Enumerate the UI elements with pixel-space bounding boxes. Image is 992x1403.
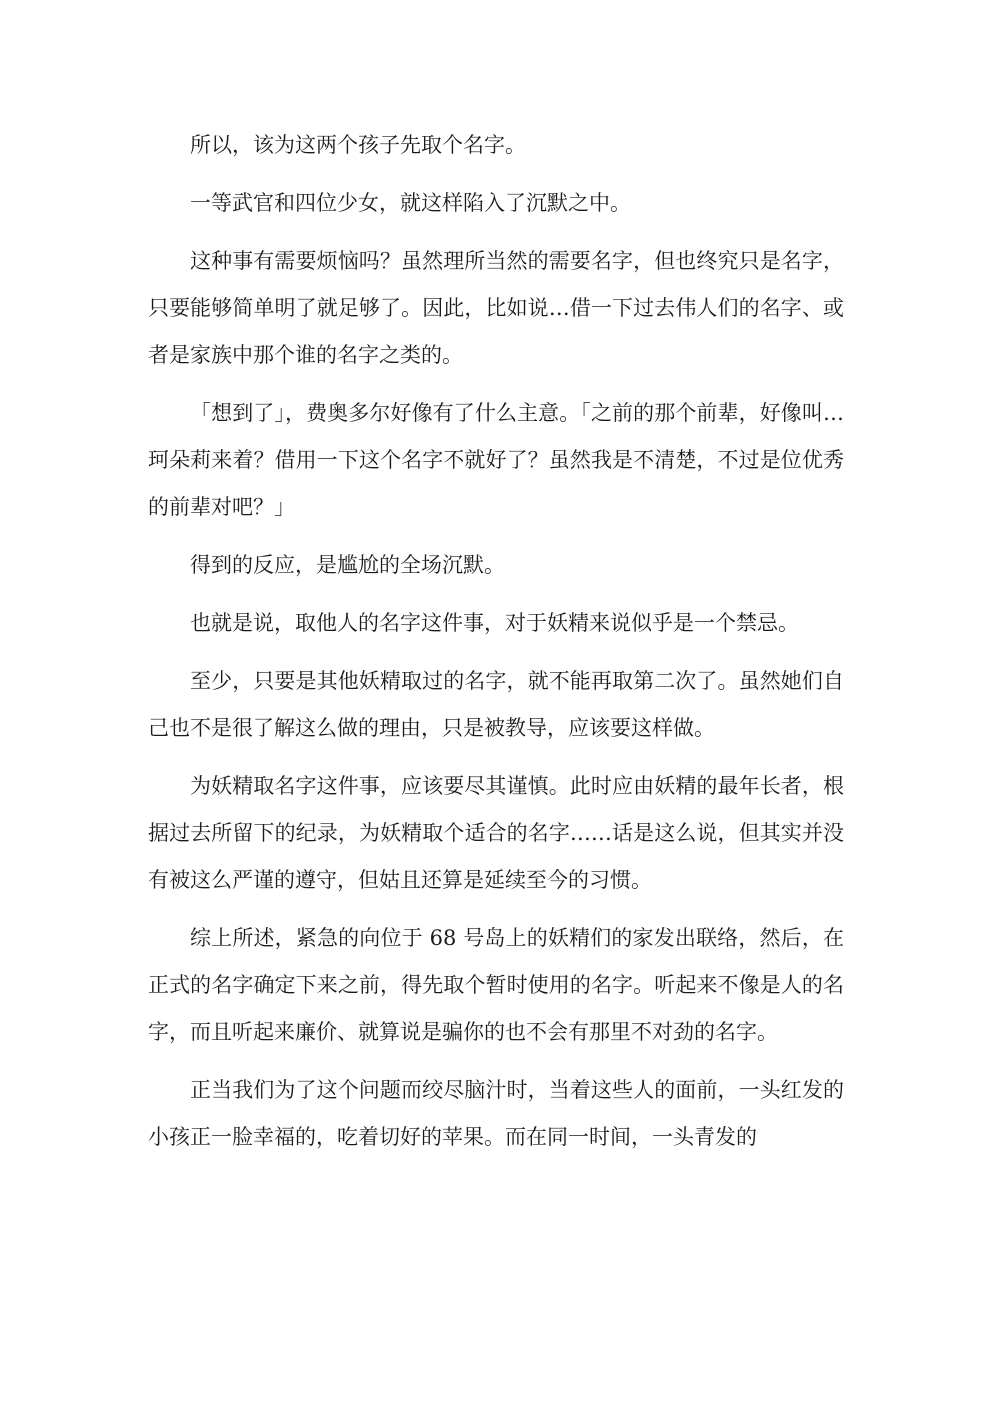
paragraph: 这种事有需要烦恼吗？虽然理所当然的需要名字，但也终究只是名字，只要能够简单明了就足够了。因此，比如说…借一下过去伟人们的名字、或者是家族中那个谁的名字之类的。 [148, 249, 844, 367]
paragraph: 所以，该为这两个孩子先取个名字。 [190, 133, 526, 157]
paragraph: 一等武官和四位少女，就这样陷入了沉默之中。 [190, 191, 631, 215]
paragraph: 正当我们为了这个问题而绞尽脑汁时，当着这些人的面前，一头红发的小孩正一脸幸福的，吃着切好的苹果。而在同一时间，一头青发的 [148, 1078, 844, 1149]
document-page [148, 122, 844, 1161]
paragraph: 综上所述，紧急的向位于 68 号岛上的妖精们的家发出联络，然后，在正式的名字确定下来之前，得先取个暂时使用的名字。听起来不像是人的名字，而且听起来廉价、就算说是骗你的也不会有那里不对劲的名字。 [148, 926, 844, 1044]
paragraph: 也就是说，取他人的名字这件事，对于妖精来说似乎是一个禁忌。 [190, 611, 799, 635]
paragraph: 为妖精取名字这件事，应该要尽其谨慎。此时应由妖精的最年长者，根据过去所留下的纪录，为妖精取个适合的名字……话是这么说，但其实并没有被这么严谨的遵守，但姑且还算是延续至今的习惯。 [148, 774, 844, 892]
paragraph: 得到的反应，是尴尬的全场沉默。 [190, 553, 505, 577]
paragraph: 至少，只要是其他妖精取过的名字，就不能再取第二次了。虽然她们自己也不是很了解这么做的理由，只是被教导，应该要这样做。 [148, 669, 844, 740]
paragraph: 「想到了」，费奥多尔好像有了什么主意。「之前的那个前辈，好像叫…珂朵莉来着？借用一下这个名字不就好了？虽然我是不清楚，不过是位优秀的前辈对吧？」 [148, 401, 844, 519]
